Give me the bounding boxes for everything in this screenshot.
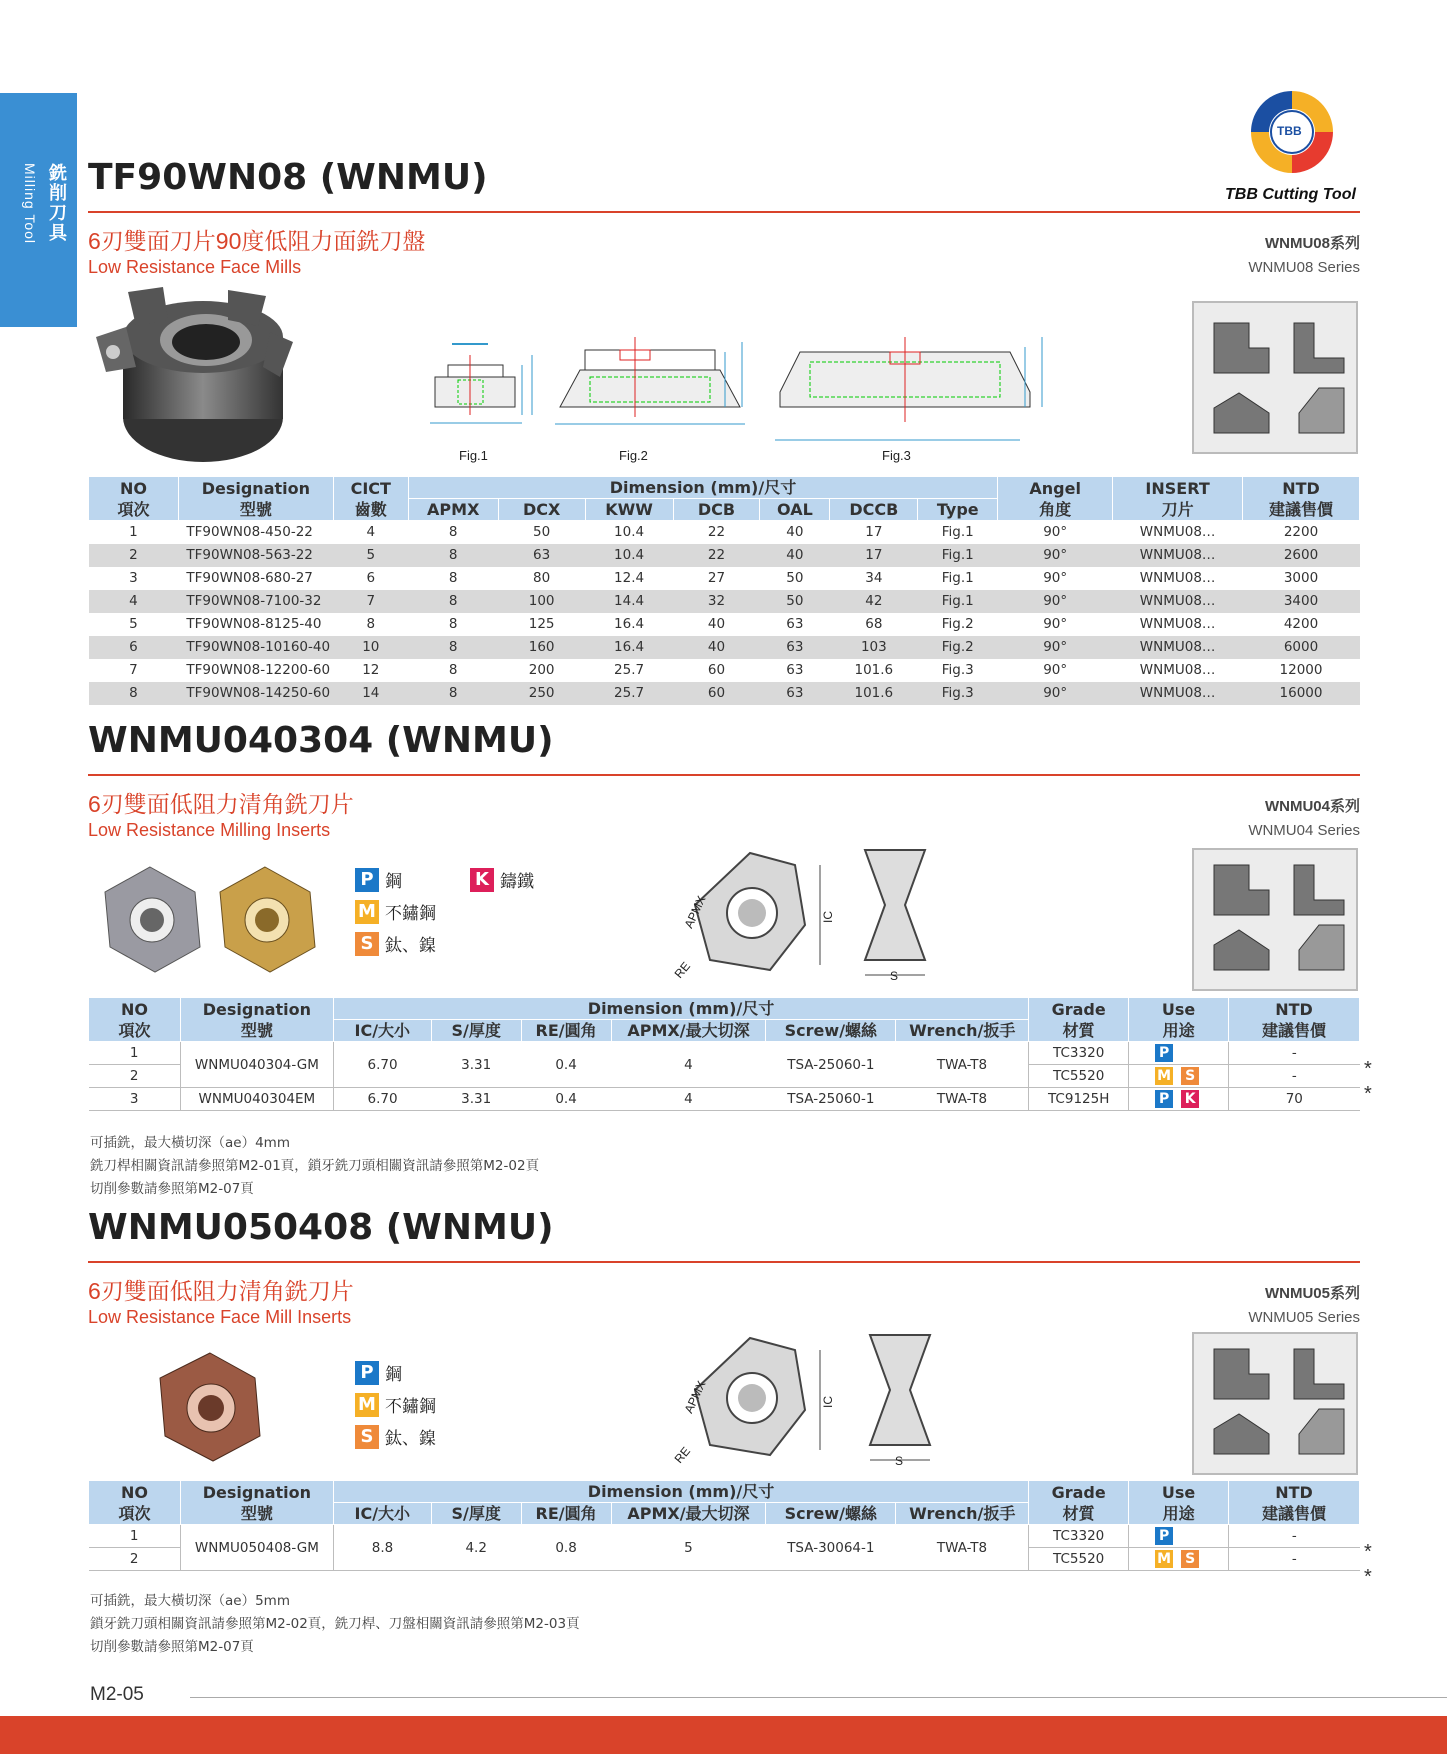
use-m-icon: M [1155,1067,1173,1085]
s3-legend [355,1360,436,1449]
footer-bar [0,1716,1447,1754]
th-dcx: DCX [498,499,585,521]
table-row: 3 TF90WN08-680-27 6 8 80 12.4 27 50 34 Fig.1 90° WNMU08… 3000 [129,570,1319,586]
fig1-label: Fig.1 [459,448,488,463]
table-row: 6 TF90WN08-10160-40 10 8 160 16.4 40 63 103 Fig.2 90° WNMU08… 6000 [89,636,1360,659]
s1-zh-subtitle: 6刃雙面刀片90度低阻力面銑刀盤 [88,228,426,254]
s3-diagram-re: RE [671,1444,694,1466]
s2-series-en: WNMU04 Series [1248,822,1360,839]
table-row: 5 TF90WN08-8125-40 8 8 125 16.4 40 63 68 Fig.2 90° WNMU08… 4200 [129,616,1319,632]
logo-name: TBB Cutting Tool [1225,186,1356,203]
s2-legend-k [470,867,534,892]
th-type: Type [918,499,998,521]
legend-p-label: 鋼 [385,1365,402,1384]
use-p-icon: P [1155,1090,1173,1108]
s3-series-zh: WNMU05系列 [1264,1285,1360,1302]
fig2-label: Fig.2 [619,448,648,463]
s3-row2-star: * [1364,1566,1372,1588]
s3-zh-subtitle: 6刃雙面低阻力清角銑刀片 [88,1278,354,1304]
s3-notes: 可插銑，最大橫切深（ae）5mm 鎖牙銑刀頭相關資訊請參照第M2-02頁，銑刀桿、刀盤相關資訊請參照第M2-03頁 切削參數請參照第M2-07頁 [90,1593,580,1655]
s2-diagram-apmx: APMX [681,893,709,931]
s1-series-en: WNMU08 Series [1248,259,1360,276]
legend-m-label: 不鏽鋼 [385,1397,436,1416]
side-tab-en: Milling Tool [22,163,38,244]
s2-diagram-s: S [890,969,899,983]
legend-m-label: 不鏽鋼 [385,904,436,923]
badge-p-icon: P [355,1361,379,1385]
s2-insert-images [100,862,320,977]
s3-diagram-apmx: APMX [681,1378,709,1416]
s3-insert-diagram [670,1330,845,1470]
s1-spec-table [88,476,1360,705]
s2-divider [88,774,1360,776]
s3-row1-star: * [1364,1541,1372,1563]
badge-m-icon: M [355,1393,379,1417]
table-row: 1 WNMU040304-GM 6.70 3.31 0.4 4 TSA-25060-1 TWA-T8 TC3320 P - [89,1042,1360,1065]
s2-diagram-re: RE [671,959,694,981]
th-cict: CICT 齒數 [333,477,408,521]
use-m-icon: M [1155,1550,1173,1568]
s2-insert-diagram [670,845,845,985]
s2-operations-icons [1192,848,1358,991]
s3-operations-icons [1192,1332,1358,1475]
s3-diagram-s: S [895,1454,904,1468]
table-row: 2 TC5520 M S - [89,1065,1360,1088]
fig3-drawing [770,322,1050,450]
s2-zh-subtitle: 6刃雙面低阻力清角銑刀片 [88,791,354,817]
s2-notes: 可插銑，最大橫切深（ae）4mm 銑刀桿相關資訊請參照第M2-01頁，鎖牙銑刀頭相關資訊請參照第M2-02頁 切削參數請參照第M2-07頁 [90,1135,540,1197]
s1-en-subtitle: Low Resistance Face Mills [88,257,302,277]
s2-row2-star: * [1364,1083,1372,1105]
side-tab-zh: 銑削刀具 [47,163,67,243]
fig2-drawing [550,322,750,437]
s3-side-diagram [865,1330,935,1470]
s1-series-zh: WNMU08系列 [1264,235,1360,252]
table-row: 4 TF90WN08-7100-32 7 8 100 14.4 32 50 42 Fig.1 90° WNMU08… 3400 [89,590,1360,613]
badge-p-icon: P [355,868,379,892]
badge-k-icon: K [470,868,494,892]
use-k-icon: K [1181,1090,1199,1108]
th-dccb: DCCB [830,499,918,521]
s1-title: TF90WN08 (WNMU) [88,157,488,198]
s1-operations-icons [1192,301,1358,454]
use-p-icon: P [1155,1044,1173,1062]
legend-k-label: 鑄鐵 [500,872,534,891]
legend-s-label: 鈦、鎳 [385,936,436,955]
th-kww: KWW [585,499,673,521]
th-no: NO 項次 [89,477,179,521]
use-s-icon: S [1181,1067,1199,1085]
use-s-icon: S [1181,1550,1199,1568]
table-row: 2 TF90WN08-563-22 5 8 63 10.4 22 40 17 Fig.1 90° WNMU08… 2600 [89,544,1360,567]
legend-p-label: 鋼 [385,872,402,891]
th-insert: INSERT 刀片 [1113,477,1243,521]
badge-m-icon: M [355,900,379,924]
badge-s-icon: S [355,1425,379,1449]
s3-spec-table: NO 項次 Designation 型號 Dimension (mm)/尺寸 Grade 材質 Use 用途 NTD 建議售價 IC/大小 S/厚度 RE/圓角 APMX/最大切深 Screw/螺絲 Wrench/扳手 1 WNMU050408-GM 8.8 4.2 0.8 5 TSA-30064-1 TWA-T8 TC3320 P - 2 TC5520 M S - [88,1480,1360,1571]
s1-divider [88,211,1360,213]
s2-diagram-ic: IC [821,911,835,923]
footer-line [190,1697,1447,1698]
badge-s-icon: S [355,932,379,956]
s3-diagram-ic: IC [821,1396,835,1408]
s3-series-en: WNMU05 Series [1248,1309,1360,1326]
s2-legend [355,867,436,956]
s3-title: WNMU050408 (WNMU) [88,1207,554,1248]
table-row: 2 TC5520 M S - [89,1548,1360,1571]
legend-s-label: 鈦、鎳 [385,1429,436,1448]
s2-title: WNMU040304 (WNMU) [88,720,554,761]
s3-divider [88,1261,1360,1263]
logo-badge: TBB [1277,124,1302,138]
s2-row1-star: * [1364,1058,1372,1080]
s2-spec-table: NO 項次 Designation 型號 Dimension (mm)/尺寸 Grade 材質 Use 用途 NTD 建議售價 IC/大小 S/厚度 RE/圓角 APMX/最大切深 Screw/螺絲 Wrench/扳手 1 WNMU040304-GM 6.70 3.31 0.4 4 TSA-25060-1 TWA-T8 TC3320 P - 2 TC5520 M S - 3 WNMU040304EM 6.70 3.31 0.4 4 TSA-25060-1 TWA-T8 TC9125H P K 70 [88,997,1360,1111]
th-dimension: Dimension (mm)/尺寸 [408,477,997,499]
th-angel: Angel 角度 [998,477,1113,521]
use-p-icon: P [1155,1527,1173,1545]
table-row: 8 TF90WN08-14250-60 14 8 250 25.7 60 63 101.6 Fig.3 90° WNMU08… 16000 [89,682,1360,705]
th-designation: Designation 型號 [178,477,333,521]
fig1-drawing [430,335,545,435]
fig3-label: Fig.3 [882,448,911,463]
th-dcb: DCB [673,499,760,521]
table-row: 7 TF90WN08-12200-60 12 8 200 25.7 60 63 101.6 Fig.3 90° WNMU08… 12000 [129,662,1323,678]
table-row: 1 WNMU050408-GM 8.8 4.2 0.8 5 TSA-30064-1 TWA-T8 TC3320 P - [89,1525,1360,1548]
s3-insert-image [155,1348,265,1466]
th-apmx: APMX [408,499,498,521]
s2-en-subtitle: Low Resistance Milling Inserts [88,820,331,840]
table-row: 3 WNMU040304EM 6.70 3.31 0.4 4 TSA-25060-1 TWA-T8 TC9125H P K 70 [89,1088,1360,1111]
th-ntd: NTD 建議售價 [1243,477,1360,521]
s2-side-diagram [860,845,930,985]
th-oal: OAL [760,499,830,521]
s3-en-subtitle: Low Resistance Face Mill Inserts [88,1307,352,1327]
tbb-logo [1245,85,1340,180]
s2-series-zh: WNMU04系列 [1264,798,1360,815]
table-row: 1 TF90WN08-450-22 4 8 50 10.4 22 40 17 Fig.1 90° WNMU08… 2200 [129,524,1319,541]
page-number: M2-05 [90,1684,144,1705]
side-tab [0,93,77,327]
face-mill-image [88,282,308,472]
